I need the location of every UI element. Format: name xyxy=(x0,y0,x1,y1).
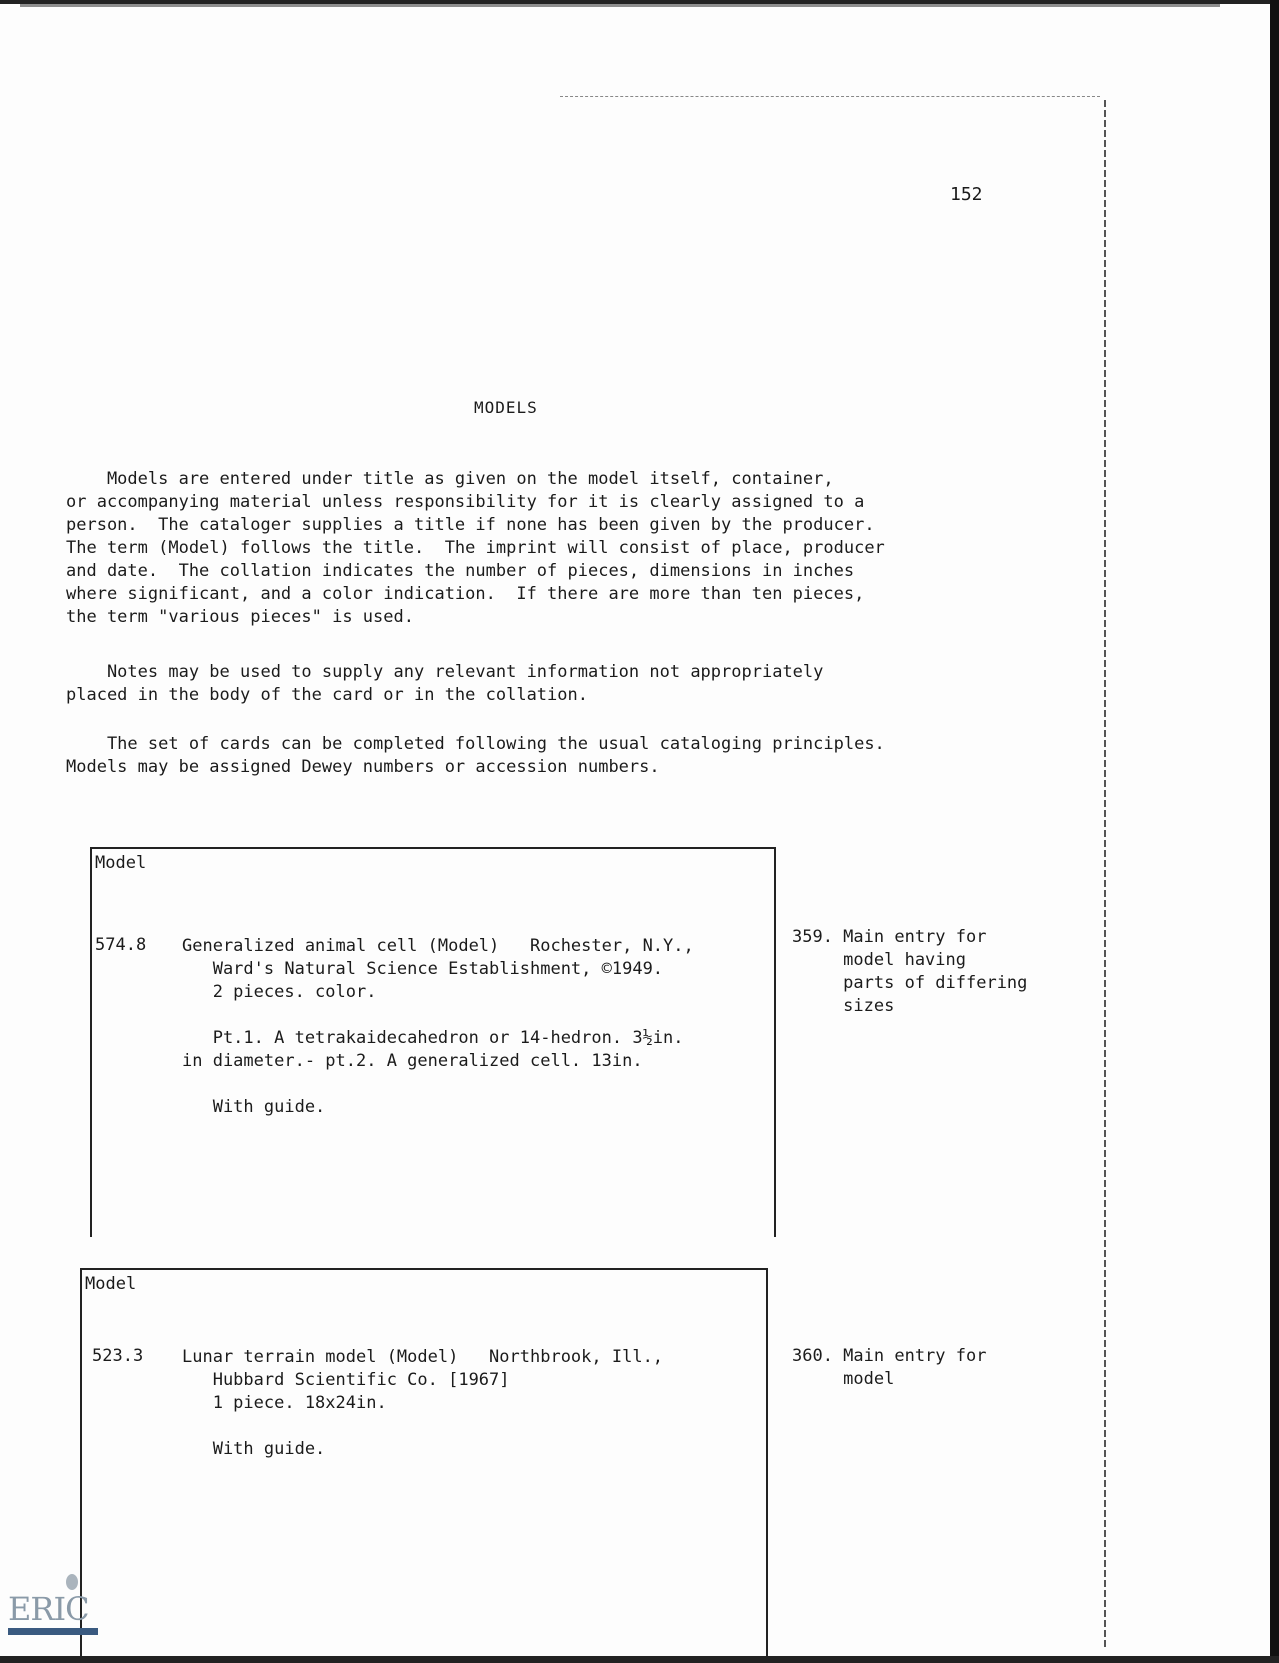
margin-rule xyxy=(1104,100,1106,1650)
note-line: sizes xyxy=(792,996,895,1016)
text-line: The term (Model) follows the title. The imprint will consist of place, producer xyxy=(66,538,885,558)
note-line: 359. Main entry for xyxy=(792,927,987,947)
card-line: Generalized animal cell (Model) Rochester, N.Y., xyxy=(182,936,694,956)
card-body xyxy=(182,1346,663,1461)
text-line: The set of cards can be completed following the usual cataloging principles. xyxy=(66,734,885,754)
text-line: Notes may be used to supply any relevant information not appropriately xyxy=(66,662,824,682)
catalog-card-1 xyxy=(90,847,776,1237)
page-title: MODELS xyxy=(474,398,538,417)
card-line: Pt.1. A tetrakaidecahedron or 14-hedron. 3½in. xyxy=(182,1028,684,1048)
card-note-1 xyxy=(792,926,1027,1018)
page-edge-top-shadow xyxy=(20,4,1220,7)
eric-logo-text: ERIC xyxy=(8,1590,89,1628)
card-line: Hubbard Scientific Co. [1967] xyxy=(182,1370,510,1390)
card-line: Lunar terrain model (Model) Northbrook, Ill., xyxy=(182,1347,664,1367)
top-dash-line xyxy=(560,96,1100,98)
page-edge-right xyxy=(1270,0,1279,1663)
catalog-card-2 xyxy=(80,1268,768,1658)
text-line: placed in the body of the card or in the collation. xyxy=(66,685,588,705)
eric-logo xyxy=(4,1574,104,1646)
card-line: Ward's Natural Science Establishment, ©1949. xyxy=(182,959,664,979)
note-line: 360. Main entry for xyxy=(792,1346,987,1366)
card-line: With guide. xyxy=(182,1439,326,1459)
card-line: With guide. xyxy=(182,1097,326,1117)
note-line: model having xyxy=(792,950,966,970)
page-number: 152 xyxy=(950,184,983,205)
card-line xyxy=(182,1004,694,1027)
eric-logo-mark-icon xyxy=(66,1574,78,1590)
text-line: or accompanying material unless responsibility for it is clearly assigned to a xyxy=(66,492,865,512)
card-line: 1 piece. 18x24in. xyxy=(182,1393,387,1413)
card-header: Model xyxy=(85,1274,137,1294)
card-line: in diameter.- pt.2. A generalized cell. 13in. xyxy=(182,1051,643,1071)
note-line: model xyxy=(792,1369,895,1389)
text-line: and date. The collation indicates the number of pieces, dimensions in inches xyxy=(66,561,855,581)
text-line: Models are entered under title as given on the model itself, container, xyxy=(66,469,834,489)
card-body xyxy=(182,935,694,1119)
paragraph-2 xyxy=(66,661,1066,707)
card-line: 2 pieces. color. xyxy=(182,982,377,1002)
text-line: the term "various pieces" is used. xyxy=(66,607,414,627)
eric-logo-bar xyxy=(8,1628,98,1635)
card-header: Model xyxy=(95,853,147,873)
card-line xyxy=(182,1415,663,1438)
card-line xyxy=(182,1073,694,1096)
call-number: 574.8 xyxy=(95,935,147,955)
call-number: 523.3 xyxy=(92,1346,144,1366)
note-line: parts of differing xyxy=(792,973,1028,993)
text-line: Models may be assigned Dewey numbers or accession numbers. xyxy=(66,757,660,777)
text-line: person. The cataloger supplies a title if none has been given by the producer. xyxy=(66,515,875,535)
text-line: where significant, and a color indication. If there are more than ten pieces, xyxy=(66,584,865,604)
paragraph-3 xyxy=(66,733,1066,779)
paragraph-1 xyxy=(66,468,1066,629)
card-note-2 xyxy=(792,1345,986,1391)
